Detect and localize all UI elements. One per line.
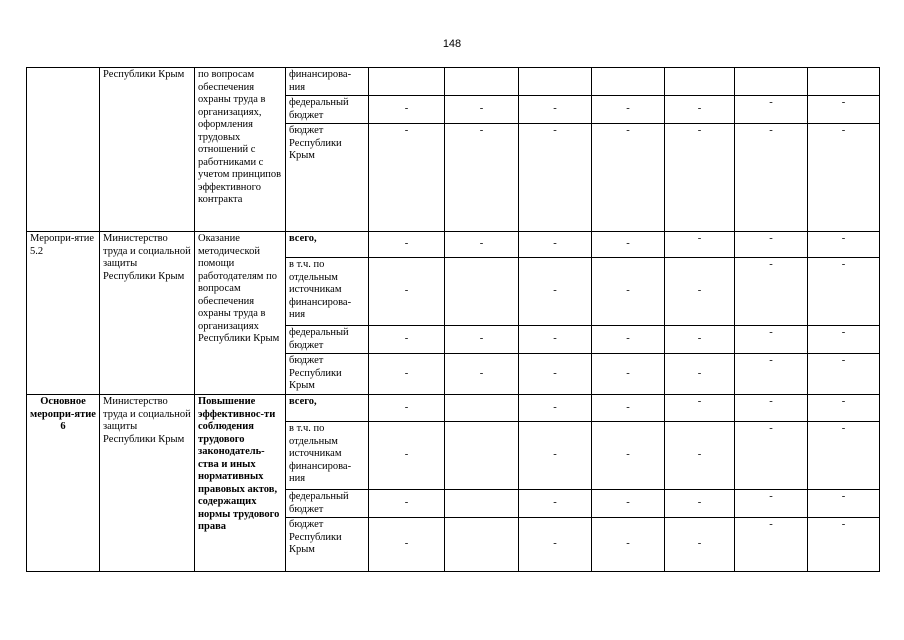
value-cell: - (665, 258, 735, 326)
value-cell: - (592, 232, 665, 258)
value-cell: - (519, 96, 592, 124)
source-cell: финансирова-ния (286, 68, 369, 96)
value-cell: - (808, 232, 880, 258)
table-row (27, 232, 880, 258)
value-cell: - (519, 518, 592, 572)
value-cell: - (445, 354, 519, 395)
value-cell: - (592, 422, 665, 490)
value-cell: - (519, 490, 592, 518)
value-cell: - (665, 326, 735, 354)
value-cell: - (369, 490, 445, 518)
value-cell: - (665, 422, 735, 490)
value-cell: - (665, 124, 735, 232)
value-cell: - (519, 258, 592, 326)
measure-cell: Меропри-ятие 5.2 (27, 232, 100, 395)
value-cell: - (735, 395, 808, 422)
value-cell: - (369, 354, 445, 395)
value-cell: - (665, 518, 735, 572)
measure-name-cell: Повышение эффективнос-ти соблюдения трудового законодатель-ства и иных нормативных правовых актов, содержащих нормы трудового права (195, 395, 286, 572)
value-cell: - (665, 232, 735, 258)
executor-cell: Министерство труда и социальной защиты Республики Крым (100, 232, 195, 395)
value-cell: - (808, 518, 880, 572)
measure-name-cell: Оказание методической помощи работодателям по вопросам обеспечения охраны труда в организациях Республики Крым (195, 232, 286, 395)
value-cell: - (369, 422, 445, 490)
measure-cell (27, 68, 100, 232)
value-cell: - (808, 124, 880, 232)
value-cell: - (369, 232, 445, 258)
value-cell: - (519, 354, 592, 395)
value-cell: - (592, 518, 665, 572)
source-cell: бюджет Республики Крым (286, 124, 369, 232)
measure-cell: Основное меропри-ятие 6 (27, 395, 100, 572)
value-cell: - (519, 422, 592, 490)
source-cell: в т.ч. по отдельным источникам финансирова-ния (286, 258, 369, 326)
value-cell: - (445, 96, 519, 124)
value-cell: - (808, 258, 880, 326)
value-cell: - (735, 232, 808, 258)
executor-cell: Республики Крым (100, 68, 195, 232)
value-cell: - (735, 518, 808, 572)
value-cell: - (519, 395, 592, 422)
value-cell: - (519, 124, 592, 232)
value-cell: - (445, 232, 519, 258)
value-cell: - (808, 96, 880, 124)
value-cell: - (592, 258, 665, 326)
value-cell: - (665, 354, 735, 395)
page-number: 148 (442, 38, 462, 50)
value-cell: - (665, 395, 735, 422)
value-cell: - (592, 96, 665, 124)
value-cell: - (735, 326, 808, 354)
value-cell: - (808, 490, 880, 518)
value-cell: - (369, 518, 445, 572)
value-cell: - (735, 422, 808, 490)
value-cell: - (735, 124, 808, 232)
value-cell: - (592, 326, 665, 354)
table-row (27, 68, 880, 96)
value-cell: - (519, 326, 592, 354)
source-cell: федеральный бюджет (286, 96, 369, 124)
value-cell: - (735, 96, 808, 124)
source-cell: всего, (286, 395, 369, 422)
source-cell: в т.ч. по отдельным источникам финансирова-ния (286, 422, 369, 490)
source-cell: федеральный бюджет (286, 326, 369, 354)
value-cell: - (369, 258, 445, 326)
value-cell: - (592, 490, 665, 518)
value-cell: - (369, 326, 445, 354)
value-cell: - (445, 124, 519, 232)
value-cell: - (369, 395, 445, 422)
value-cell: - (519, 232, 592, 258)
value-cell: - (592, 354, 665, 395)
source-cell: федеральный бюджет (286, 490, 369, 518)
value-cell: - (592, 124, 665, 232)
value-cell: - (808, 354, 880, 395)
value-cell: - (665, 490, 735, 518)
value-cell: - (735, 258, 808, 326)
table-row (27, 395, 880, 422)
source-cell: бюджет Республики Крым (286, 354, 369, 395)
value-cell: - (369, 96, 445, 124)
budget-table (26, 67, 880, 572)
value-cell: - (445, 326, 519, 354)
value-cell: - (665, 96, 735, 124)
value-cell: - (808, 326, 880, 354)
value-cell: - (808, 395, 880, 422)
value-cell: - (735, 354, 808, 395)
value-cell: - (735, 490, 808, 518)
source-cell: всего, (286, 232, 369, 258)
value-cell: - (369, 124, 445, 232)
executor-cell: Министерство труда и социальной защиты Республики Крым (100, 395, 195, 572)
measure-name-cell: по вопросам обеспечения охраны труда в организациях, оформления трудовых отношений с работниками с учетом принципов эффективного контракта (195, 68, 286, 232)
value-cell: - (592, 395, 665, 422)
source-cell: бюджет Республики Крым (286, 518, 369, 572)
value-cell: - (808, 422, 880, 490)
